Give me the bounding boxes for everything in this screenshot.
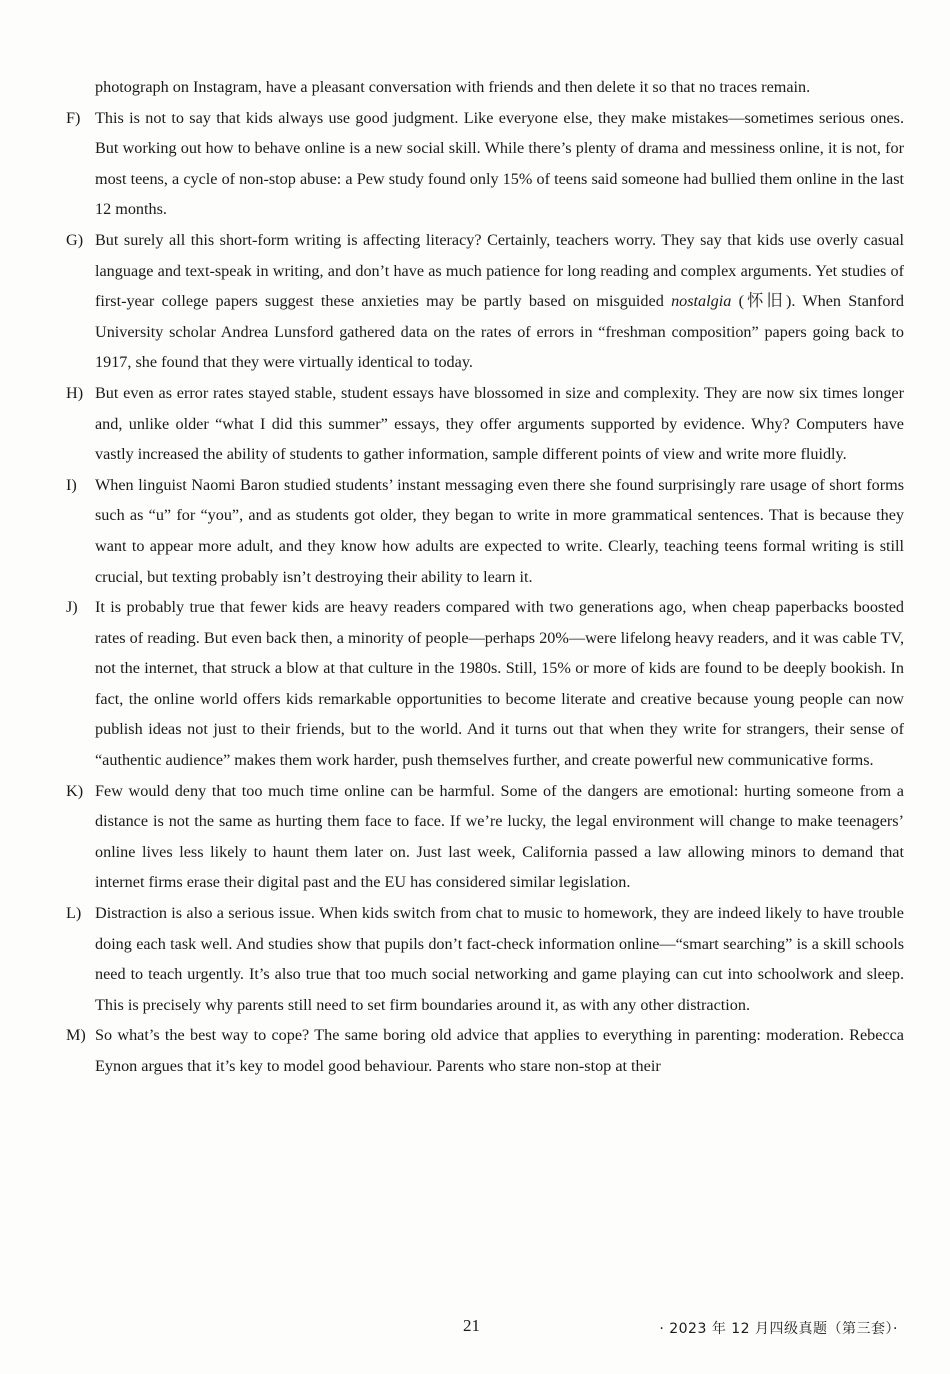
paragraph-text: Few would deny that too much time online can be harmful. Some of the dangers are emotional: hurting someone from a distance is not the same as hurting them face to face. If we’re lucky, the legal environment will change to make teenagers’ online lives less likely to haunt them later on. Just last week, California passed a law allowing minors to demand that internet firms erase their digital past and the EU has considered similar legislation. [95,781,904,892]
paragraph-text: It is probably true that fewer kids are heavy readers compared with two generations ago, when cheap paperbacks boosted rates of reading. But even back then, a minority of people—perhaps 20%—were lifelong heavy readers, and it was cable TV, not the internet, that struck a blow at that culture in the 1980s. Still, 15% or more of kids are found to be deeply bookish. In fact, the online world offers kids remarkable opportunities to become literate and creative because young people can now publish ideas not just to their friends, but to the world. And it turns out that when they write for strangers, their sense of “authentic audience” makes them work harder, push themselves further, and create powerful new communicative forms. [95,598,904,770]
paragraph-j [62,592,904,776]
exam-title: · 2023 年 12 月四级真题（第三套）· [659,1321,898,1337]
paragraph-marker: I) [66,475,77,494]
paragraph-f [62,103,904,225]
paragraph-k [62,776,904,898]
paragraph-text: This is not to say that kids always use good judgment. Like everyone else, they make mistakes—sometimes serious ones. But working out how to behave online is a new social skill. While there’s plenty of drama and messiness online, it is not, for most teens, a cycle of non-stop abuse: a Pew study found only 15% of teens said someone had bullied them online in the last 12 months. [95,108,904,219]
paragraph-marker: L) [66,904,82,923]
passage-body [62,72,904,1082]
paragraph-marker: K) [66,781,84,800]
paragraph-text-part: But surely all this short-form writing is affecting literacy? Certainly, teachers worry. They say that kids use overly casual language and text-speak in writing, and don’t have as much patience for long reading and complex arguments. Yet studies of first-year college papers suggest these anxieties may be partly based on misguided [95,230,904,311]
paragraph-marker: J) [66,598,78,617]
italic-term: nostalgia [671,292,732,311]
page-number: 21 [463,1316,480,1335]
paragraph-marker: H) [66,383,84,402]
paragraph-h [62,378,904,470]
paragraph-text-part: (怀旧). When Stanford University scholar Andrea Lunsford gathered data on the rates of errors in “freshman composition” papers going back to 1917, she found that they were virtually identical to today. [95,292,904,372]
paragraph-l [62,898,904,1020]
paragraph-text: So what’s the best way to cope? The same boring old advice that applies to everything in parenting: moderation. Rebecca Eynon argues that it’s key to model good behaviour. Parents who stare non-stop at their [95,1026,904,1075]
paragraph-text [95,231,904,371]
paragraph-text: Distraction is also a serious issue. When kids switch from chat to music to homework, they are indeed likely to have trouble doing each task well. And studies show that pupils don’t fact-check information online—“smart searching” is a skill schools need to teach urgently. It’s also true that too much social networking and game playing can cut into schoolwork and sleep. This is precisely why parents still need to set firm boundaries around it, as with any other distraction. [95,904,904,1014]
paragraph-marker: F) [66,108,81,127]
paragraph-g [62,225,904,378]
paragraph-text: photograph on Instagram, have a pleasant conversation with friends and then delete it so that no traces remain. [95,78,811,96]
paragraph-m [62,1020,904,1081]
paragraph-marker: M) [66,1026,86,1045]
paragraph-text: But even as error rates stayed stable, student essays have blossomed in size and complexity. They are now six times longer and, unlike older “what I did this summer” essays, they offer arguments supported by evidence. Why? Computers have vastly increased the ability of students to gather information, sample different points of view and write more fluidly. [95,383,904,464]
paragraph-i [62,470,904,592]
paragraph-marker: G) [66,230,84,249]
paragraph-text: When linguist Naomi Baron studied students’ instant messaging even there she found surprisingly rare usage of short forms such as “u” for “you”, and as students got older, they began to write in more grammatical sentences. That is because they want to appear more adult, and they know how adults are expected to write. Clearly, teaching teens formal writing is still crucial, but texting probably isn’t destroying their ability to learn it. [95,475,904,586]
paragraph-e-continued [62,72,904,103]
